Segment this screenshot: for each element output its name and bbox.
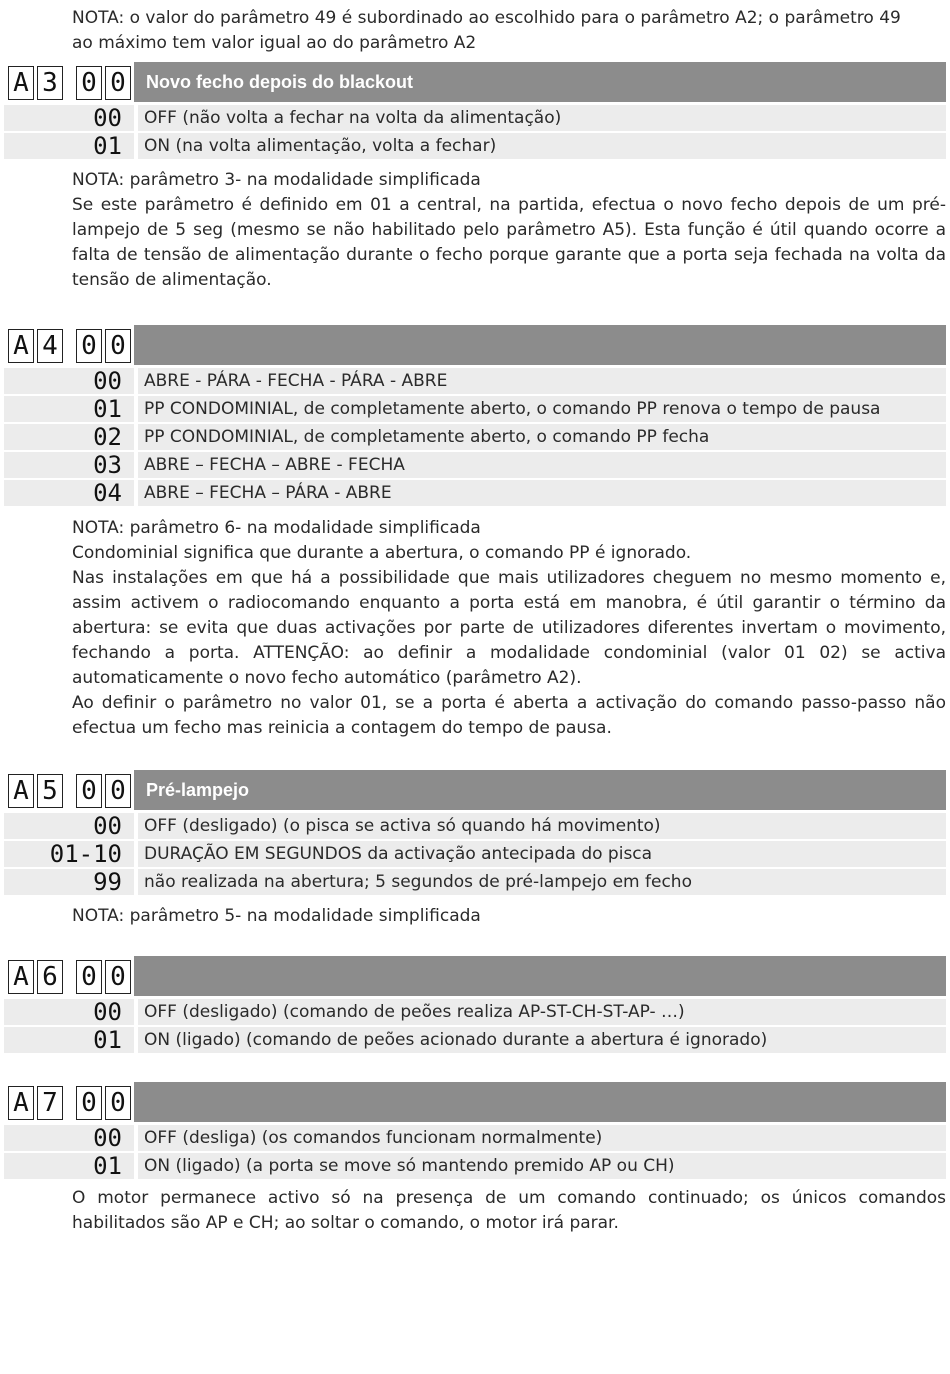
note-paragraph: Se este parâmetro é definido em 01 a central, na partida, efectua o novo fecho depois de um pré-lampejo de 5 seg (mesmo se não habilitado pelo parâmetro A5). Esta função é útil quando ocorre a falta de tensão de alimentação durante o fecho porque garante que a porta seja fechada na volta da tensão de alimentação. bbox=[72, 195, 946, 290]
option-row bbox=[4, 999, 946, 1025]
option-row bbox=[4, 133, 946, 159]
option-value: 00 bbox=[93, 1124, 122, 1152]
note-paragraph: Nas instalações em que há a possibilidade que mais utilizadores cheguem no mesmo momento e, assim activem o radiocomando enquanto a porta está em manobra, é útil garantir o término da abertura: se evita que duas activações por parte de utilizadores diferentes invertam o movimento, fechando a porta. ATTENÇÃO: ao definir a modalidade condominial (valor 01 02) se activa automaticamente o novo fecho automático (parâmetro A2). bbox=[72, 568, 946, 688]
display-digit: 0 bbox=[105, 66, 131, 100]
section-header-a4 bbox=[0, 325, 950, 367]
note-paragraph: NOTA: parâmetro 6- na modalidade simplificada bbox=[72, 518, 481, 538]
note-paragraph: NOTA: parâmetro 5- na modalidade simplificada bbox=[72, 906, 481, 926]
option-desc: ABRE – FECHA – PÁRA - ABRE bbox=[144, 483, 392, 503]
option-value: 99 bbox=[93, 868, 122, 896]
display-digit: 0 bbox=[76, 960, 102, 994]
display-digit: A bbox=[8, 329, 34, 363]
option-value: 02 bbox=[93, 423, 122, 451]
option-desc: ON (ligado) (comando de peões acionado durante a abertura é ignorado) bbox=[144, 1030, 768, 1050]
display-digit: 3 bbox=[37, 66, 63, 100]
section-notes-a7 bbox=[72, 1186, 946, 1236]
option-desc: OFF (desligado) (o pisca se activa só quando há movimento) bbox=[144, 816, 661, 836]
section-title: Novo fecho depois do blackout bbox=[134, 62, 946, 102]
display-digit: 0 bbox=[76, 774, 102, 808]
option-value: 00 bbox=[93, 367, 122, 395]
option-desc: PP CONDOMINIAL, de completamente aberto, o comando PP renova o tempo de pausa bbox=[144, 399, 881, 419]
option-value: 01 bbox=[93, 395, 122, 423]
section-header-a3 bbox=[0, 62, 950, 104]
display-digit: 4 bbox=[37, 329, 63, 363]
option-value: 04 bbox=[93, 479, 122, 507]
display-digit: 5 bbox=[37, 774, 63, 808]
option-row bbox=[4, 1027, 946, 1053]
option-row bbox=[4, 1125, 946, 1151]
section-title bbox=[134, 1082, 946, 1122]
option-row bbox=[4, 368, 946, 394]
display-digit: 0 bbox=[76, 329, 102, 363]
parameter-display-a3 bbox=[6, 66, 126, 102]
section-title: Pré-lampejo bbox=[134, 770, 946, 810]
option-desc: ON (na volta alimentação, volta a fechar) bbox=[144, 136, 497, 156]
intro-line-2: ao máximo tem valor igual ao do parâmetro A2 bbox=[72, 33, 477, 53]
option-row bbox=[4, 424, 946, 450]
display-digit: A bbox=[8, 1086, 34, 1120]
display-digit: 0 bbox=[105, 329, 131, 363]
section-title bbox=[134, 325, 946, 365]
display-digit: 0 bbox=[105, 960, 131, 994]
option-row bbox=[4, 480, 946, 506]
option-row bbox=[4, 105, 946, 131]
option-row bbox=[4, 813, 946, 839]
note-paragraph: Ao definir o parâmetro no valor 01, se a porta é aberta a activação do comando passo-passo não efectua um fecho mas reinicia a contagem do tempo de pausa. bbox=[72, 693, 946, 738]
option-desc: ON (ligado) (a porta se move só mantendo premido AP ou CH) bbox=[144, 1156, 675, 1176]
option-desc: PP CONDOMINIAL, de completamente aberto, o comando PP fecha bbox=[144, 427, 710, 447]
section-notes-a4 bbox=[72, 516, 946, 741]
option-value: 01 bbox=[93, 1026, 122, 1054]
option-value: 00 bbox=[93, 998, 122, 1026]
section-title bbox=[134, 956, 946, 996]
option-desc: não realizada na abertura; 5 segundos de pré-lampejo em fecho bbox=[144, 872, 692, 892]
intro-note bbox=[72, 6, 946, 56]
parameter-display-a4 bbox=[6, 329, 126, 365]
section-header-a7 bbox=[0, 1082, 950, 1124]
option-value: 00 bbox=[93, 812, 122, 840]
display-digit: 0 bbox=[76, 66, 102, 100]
display-digit: 7 bbox=[37, 1086, 63, 1120]
section-notes-a3 bbox=[72, 168, 946, 293]
parameter-display-a5 bbox=[6, 774, 126, 810]
intro-line-1: NOTA: o valor do parâmetro 49 é subordinado ao escolhido para o parâmetro A2; o parâmetro 49 bbox=[72, 8, 901, 28]
option-value: 01 bbox=[93, 1152, 122, 1180]
option-row bbox=[4, 452, 946, 478]
display-digit: 0 bbox=[76, 1086, 102, 1120]
note-paragraph: NOTA: parâmetro 3- na modalidade simplificada bbox=[72, 170, 481, 190]
display-digit: 0 bbox=[105, 774, 131, 808]
option-desc: OFF (desliga) (os comandos funcionam normalmente) bbox=[144, 1128, 603, 1148]
note-paragraph: Condominial significa que durante a abertura, o comando PP é ignorado. bbox=[72, 543, 692, 563]
display-digit: 6 bbox=[37, 960, 63, 994]
option-desc: DURAÇÃO EM SEGUNDOS da activação antecipada do pisca bbox=[144, 844, 653, 864]
option-desc: OFF (não volta a fechar na volta da alimentação) bbox=[144, 108, 562, 128]
option-desc: ABRE – FECHA – ABRE - FECHA bbox=[144, 455, 405, 475]
option-row bbox=[4, 1153, 946, 1179]
parameter-display-a7 bbox=[6, 1086, 126, 1122]
display-digit: A bbox=[8, 774, 34, 808]
section-header-a6 bbox=[0, 956, 950, 998]
option-value: 01-10 bbox=[49, 840, 122, 868]
display-digit: A bbox=[8, 960, 34, 994]
option-value: 03 bbox=[93, 451, 122, 479]
option-row bbox=[4, 396, 946, 422]
note-paragraph: O motor permanece activo só na presença de um comando continuado; os únicos comandos habilitados são AP e CH; ao soltar o comando, o motor irá parar. bbox=[72, 1188, 946, 1233]
option-value: 01 bbox=[93, 132, 122, 160]
option-value: 00 bbox=[93, 104, 122, 132]
section-notes-a5 bbox=[72, 904, 946, 929]
option-desc: OFF (desligado) (comando de peões realiza AP-ST-CH-ST-AP- …) bbox=[144, 1002, 685, 1022]
display-digit: A bbox=[8, 66, 34, 100]
display-digit: 0 bbox=[105, 1086, 131, 1120]
option-row bbox=[4, 869, 946, 895]
option-row bbox=[4, 841, 946, 867]
option-desc: ABRE - PÁRA - FECHA - PÁRA - ABRE bbox=[144, 371, 448, 391]
parameter-display-a6 bbox=[6, 960, 126, 996]
section-header-a5 bbox=[0, 770, 950, 812]
